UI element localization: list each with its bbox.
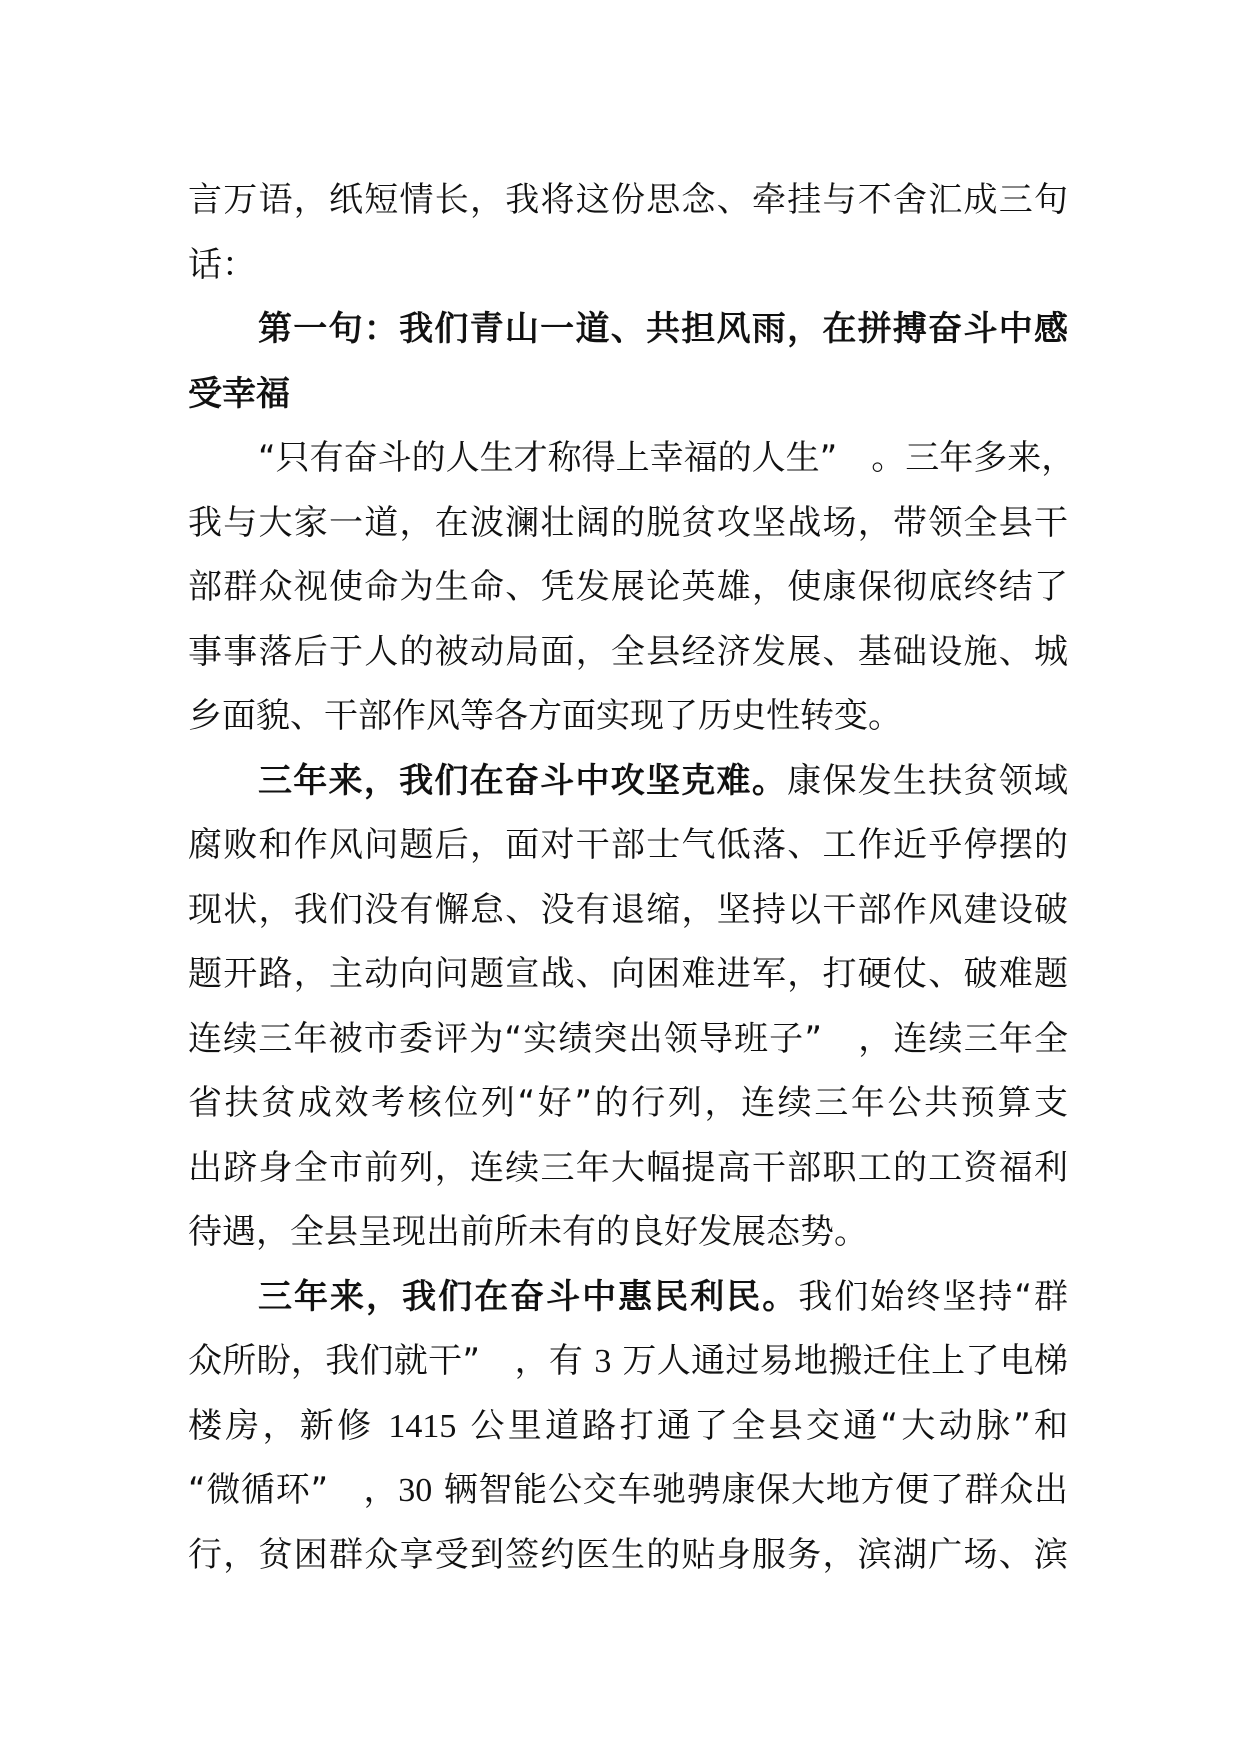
paragraph-line xyxy=(188,1394,1068,1459)
line-text: 第一句：我们青山一道、共担风雨，在拼搏奋斗中感 xyxy=(258,309,1068,349)
line-text: “只有奋斗的人生才称得上幸福的人生” 。三年多来， xyxy=(258,438,1076,478)
bold-lead-text: 三年来，我们在奋斗中惠民利民。 xyxy=(258,1276,799,1317)
paragraph-line xyxy=(188,878,1068,943)
paragraph-line xyxy=(188,555,1068,620)
line-text: 题开路，主动向问题宣战、向困难进军，打硬仗、破难题 xyxy=(188,954,1068,994)
paragraph-line xyxy=(188,749,1068,814)
line-text: 公里道路打通了全县交通“大动脉”和 xyxy=(456,1405,1068,1446)
line-text: 行，贫困群众享受到签约医生的贴身服务，滨湖广场、滨 xyxy=(188,1534,1068,1575)
line-text: 万人通过易地搬迁住上了电梯 xyxy=(611,1341,1069,1381)
line-text: 部群众视使命为生命、凭发展论英雄，使康保彻底终结了 xyxy=(188,567,1068,607)
line-text: 我们始终坚持“群 xyxy=(798,1276,1068,1317)
paragraph-line xyxy=(188,813,1068,878)
paragraph-line xyxy=(188,491,1068,556)
line-text: 省扶贫成效考核位列“好”的行列，连续三年公共预算支 xyxy=(188,1083,1068,1123)
paragraph-line xyxy=(188,1071,1068,1136)
number-text: 3 xyxy=(594,1343,612,1380)
paragraph-line xyxy=(188,1329,1068,1394)
paragraph-line xyxy=(188,1458,1068,1523)
line-text: 康保发生扶贫领域 xyxy=(787,760,1069,801)
line-text: 乡面貌、干部作风等各方面实现了历史性转变。 xyxy=(188,696,902,736)
paragraph-line xyxy=(188,233,1068,298)
line-text: 我与大家一道，在波澜壮阔的脱贫攻坚战场，带领全县干 xyxy=(188,502,1068,543)
line-text: 连续三年被市委评为“实绩突出领导班子” ，连续三年全 xyxy=(188,1018,1068,1059)
document-body xyxy=(188,168,1076,1587)
section-heading-line xyxy=(188,297,1068,362)
line-text: 腐败和作风问题后，面对干部士气低落、工作近乎停摆的 xyxy=(188,825,1068,865)
paragraph-line xyxy=(188,1200,1068,1265)
number-text: 1415 xyxy=(388,1407,457,1445)
paragraph-line xyxy=(188,426,1076,491)
line-text: “微循环” ， xyxy=(188,1470,399,1510)
line-text: 言万语，纸短情长，我将这份思念、牵挂与不舍汇成三句 xyxy=(188,180,1068,220)
line-text: 楼房，新修 xyxy=(188,1405,389,1446)
paragraph-line xyxy=(188,1523,1068,1588)
line-text: 事事落后于人的被动局面，全县经济发展、基础设施、城 xyxy=(188,631,1068,672)
line-text: 话： xyxy=(188,244,256,285)
paragraph-line xyxy=(188,942,1068,1007)
line-text: 待遇，全县呈现出前所未有的良好发展态势。 xyxy=(188,1212,868,1252)
bold-lead-text: 三年来，我们在奋斗中攻坚克难。 xyxy=(258,760,788,801)
paragraph-line xyxy=(188,684,1068,749)
paragraph-line xyxy=(188,168,1068,233)
line-text: 众所盼，我们就干” ，有 xyxy=(188,1341,595,1381)
paragraph-line xyxy=(188,1265,1068,1330)
number-text: 30 xyxy=(398,1472,433,1509)
paragraph-line xyxy=(188,1007,1068,1072)
section-heading-line xyxy=(188,362,1068,427)
line-text: 辆智能公交车驰骋康保大地方便了群众出 xyxy=(432,1470,1068,1510)
line-text: 出跻身全市前列，连续三年大幅提高干部职工的工资福利 xyxy=(188,1147,1068,1188)
paragraph-line xyxy=(188,620,1068,685)
paragraph-line xyxy=(188,1136,1068,1201)
line-text: 受幸福 xyxy=(188,373,290,414)
line-text: 现状，我们没有懈怠、没有退缩，坚持以干部作风建设破 xyxy=(188,889,1068,930)
